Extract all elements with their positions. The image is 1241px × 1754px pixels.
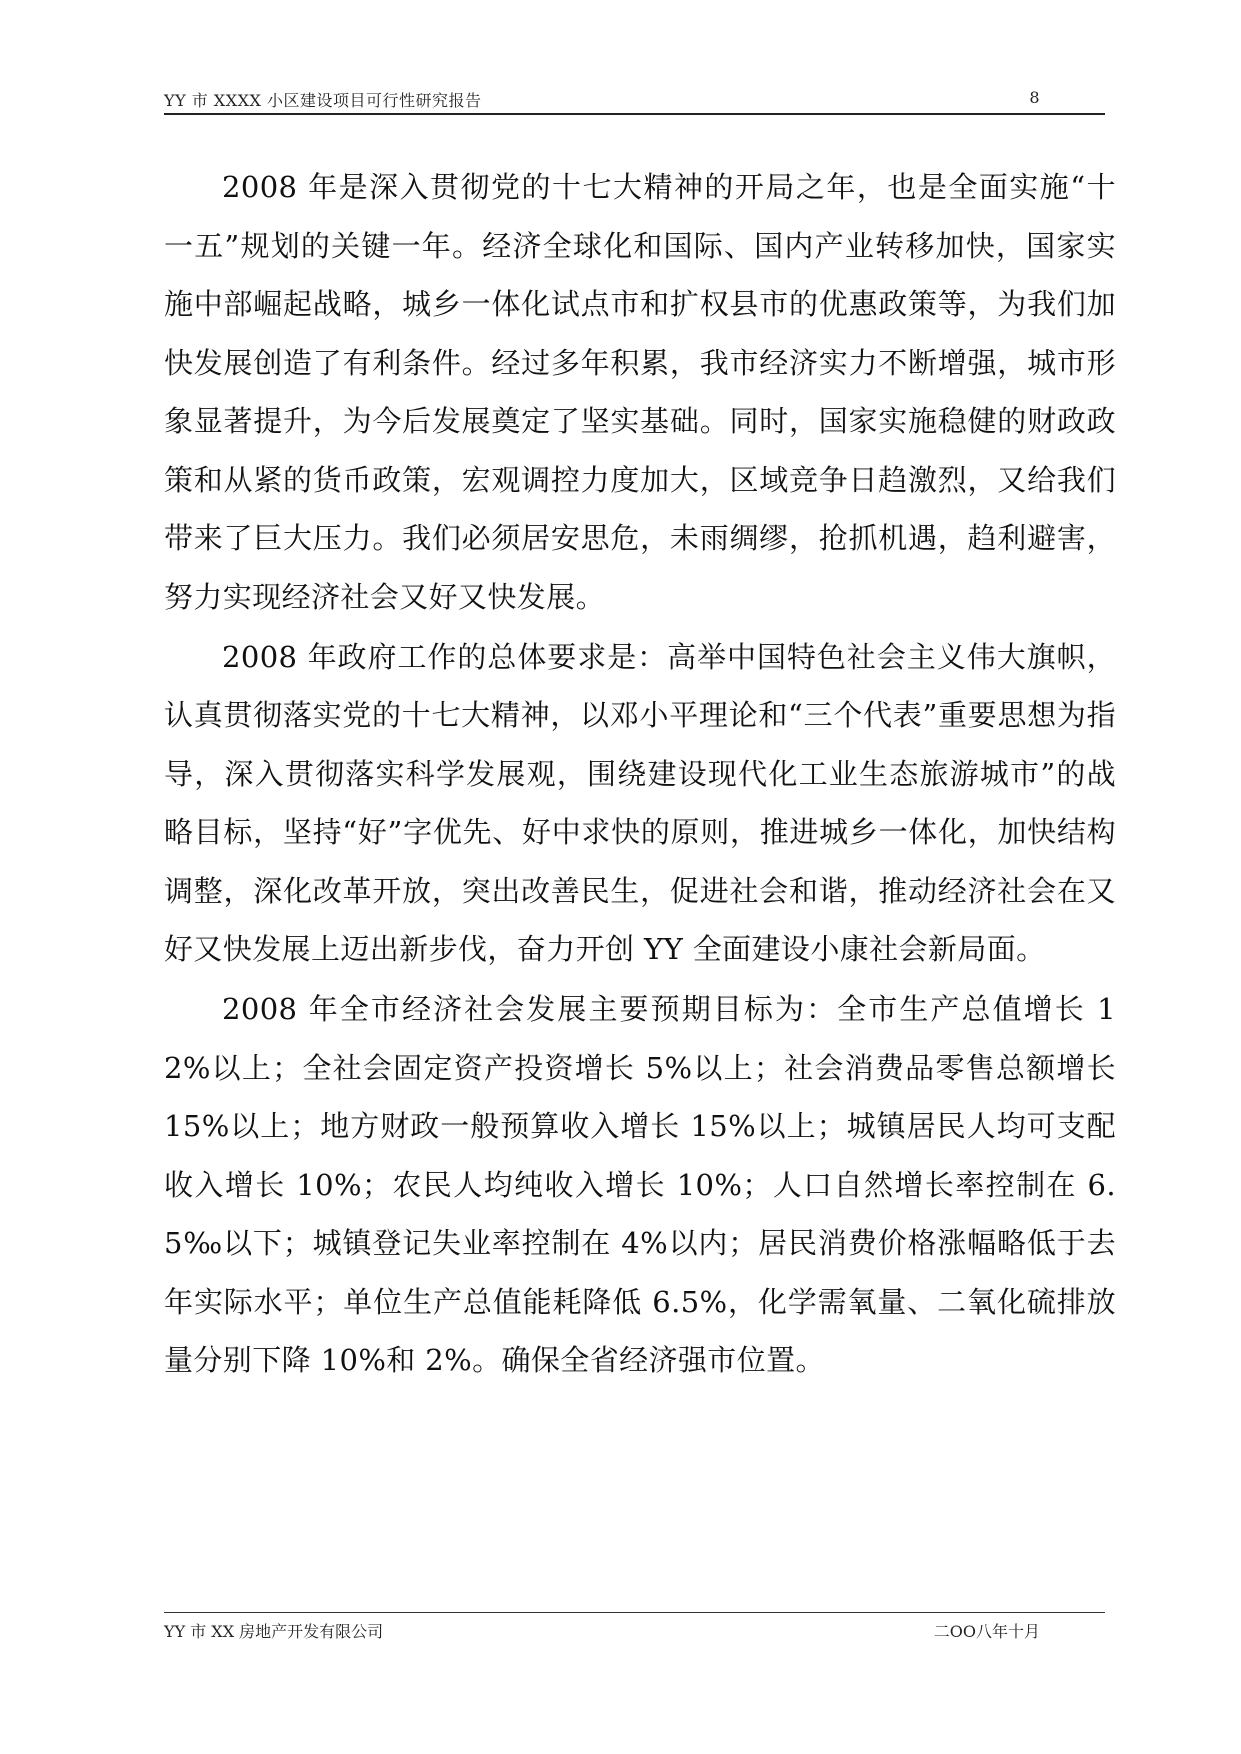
paragraph-3: 2008 年全市经济社会发展主要预期目标为：全市生产总值增长 12%以上；全社会固定资产投资增长 5%以上；社会消费品零售总额增长 15%以上；地方财政一般预算收入增长 15%以上；城镇居民人均可支配收入增长 10%；农民人均纯收入增长 10%；人口自然增长率控制在 6.5‰以下；城镇登记失业率控制在 4%以内；居民消费价格涨幅略低于去年实际水平；单位生产总值能耗降低 6.5%，化学需氧量、二氧化硫排放量分别下降 10%和 2%。确保全省经济强市位置。	[164, 992, 1116, 1377]
body-content	[164, 158, 1116, 1391]
page-header	[164, 86, 1106, 116]
paragraph-1: 2008 年是深入贯彻党的十七大精神的开局之年，也是全面实施“十一五”规划的关键一年。经济全球化和国际、国内产业转移加快，国家实施中部崛起战略，城乡一体化试点市和扩权县市的优惠政策等，为我们加快发展创造了有利条件。经过多年积累，我市经济实力不断增强，城市形象显著提升，为今后发展奠定了坚实基础。同时，国家实施稳健的财政政策和从紧的货币政策，宏观调控力度加大，区域竞争日趋激烈，又给我们带来了巨大压力。我们必须居安思危，未雨绸缪，抢抓机遇，趋利避害，努力实现经济社会又好又快发展。	[164, 170, 1116, 614]
company-name: YY 市 XX 房地产开发有限公司	[164, 1622, 384, 1641]
footer-divider	[164, 1612, 1105, 1613]
report-date: 二OO八年十月	[933, 1622, 1040, 1641]
page-footer	[164, 1619, 1106, 1647]
header-divider	[164, 113, 1105, 115]
paragraph-2: 2008 年政府工作的总体要求是：高举中国特色社会主义伟大旗帜，认真贯彻落实党的十七大精神，以邓小平理论和“三个代表”重要思想为指导，深入贯彻落实科学发展观，围绕建设现代化工业生态旅游城市”的战略目标，坚持“好”字优先、好中求快的原则，推进城乡一体化，加快结构调整，深化改革开放，突出改善民生，促进社会和谐，推动经济社会在又好又快发展上迈出新步伐，奋力开创 YY 全面建设小康社会新局面。	[164, 639, 1116, 966]
page-number: 8	[1029, 88, 1040, 107]
report-title: YY 市 XXXX 小区建设项目可行性研究报告	[164, 91, 482, 110]
